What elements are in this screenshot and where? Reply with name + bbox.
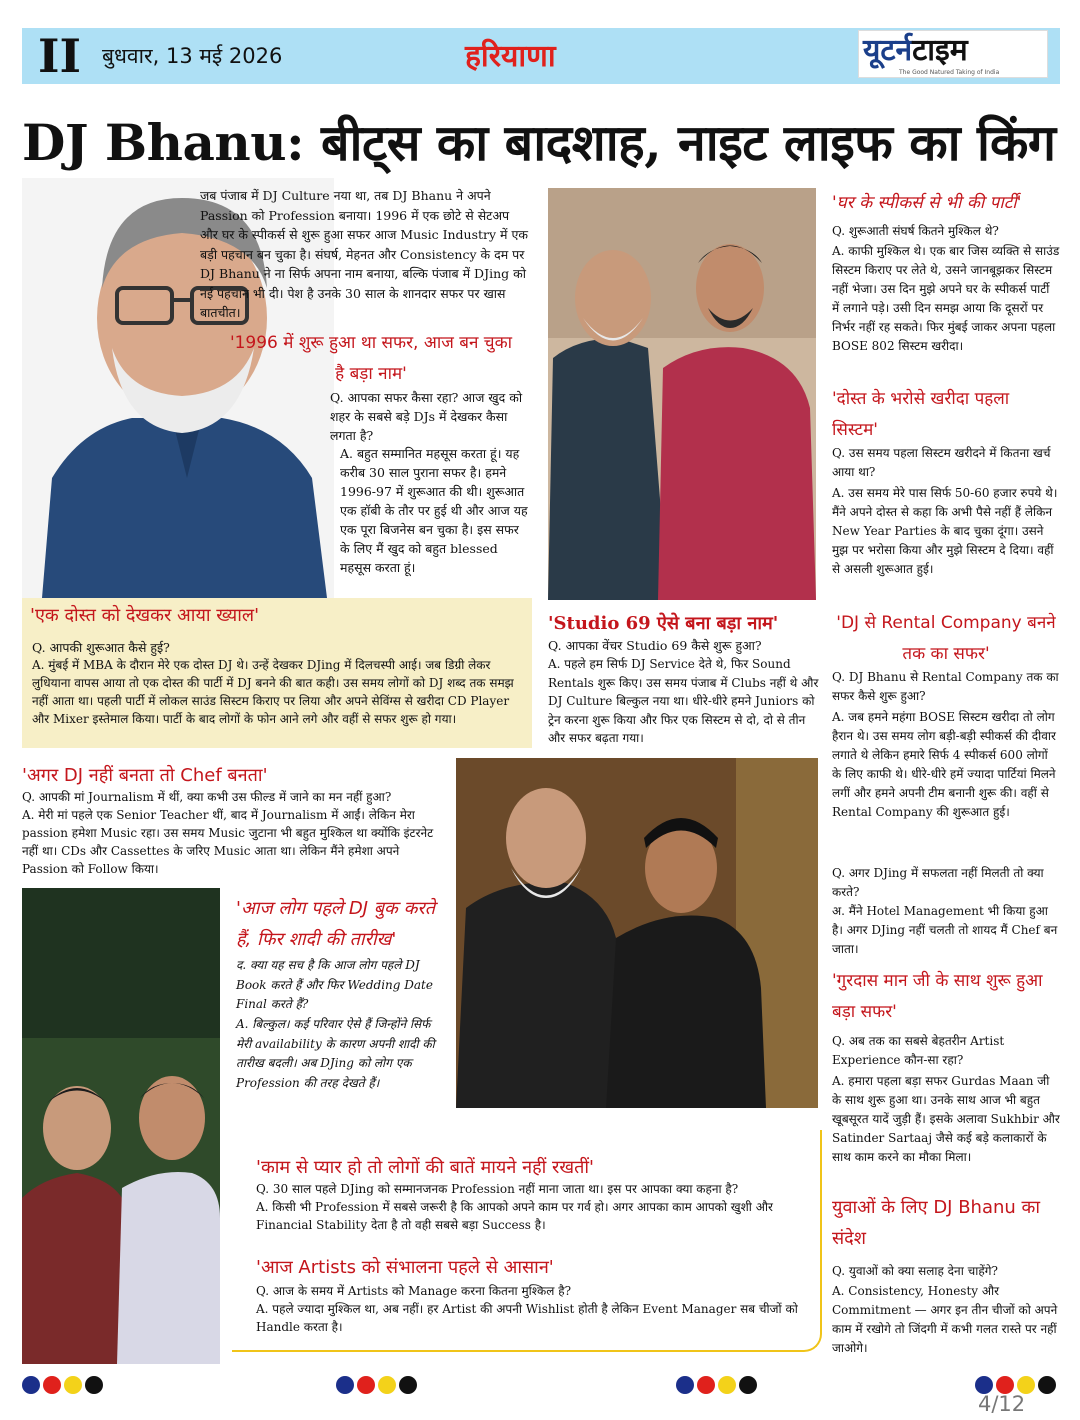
section-title-youth-message: युवाओं के लिए DJ Bhanu का संदेश <box>832 1197 1041 1249</box>
section-title-studio69: 'Studio 69 ऐसे बना बड़ा नाम' <box>548 613 779 634</box>
sec7-answer: A. पहले ज्यादा मुश्किल था, अब नहीं। हर Artist की अपनी Wishlist होती है लेकिन Event Manager सब चीजों को Handle करता है। <box>256 1302 798 1334</box>
photo-with-artist-1 <box>548 188 816 600</box>
sec2-answer: A. मुंबई में MBA के दौरान मेरे एक दोस्त DJ थे। उन्हें देखकर DJing में दिलचस्पी आई। जब डिग्री लेकर लुधियाना वापस आया तो एक दोस्त की पार्टी में DJ बनने की बात कही। उस समय लोगों को DJ शब्द तक समझ नहीं आता था। पहली पार्टी में लोकल साउंड सिस्टम किराए पर लिया और अपने सेविंग्स से खरीदा CD Player और Mixer इस्तेमाल किया। पार्टी के बाद लोगों के फोन आने लगे और वहीं से सफर शुरू हो गया। <box>32 658 514 726</box>
sec3-answer: A. पहले हम सिर्फ DJ Service देते थे, फिर Sound Rentals शुरू किए। उस समय पंजाब में Clubs नहीं थे और DJ Culture बिल्कुल नया था। धीरे-धीरे हमने Juniors को ट्रेन करना शुरू किया और फिर एक सिस्टम से दो, दो से तीन और सफर बढ़ता गया। <box>548 657 819 745</box>
section-title-friend: 'एक दोस्त को देखकर आया ख्याल' <box>30 605 260 626</box>
dot-red <box>357 1376 375 1394</box>
section-title-rental: 'DJ से Rental Company बनने तक का सफर' <box>836 613 1056 664</box>
section-title-artists: 'आज Artists को संभालना पहले से आसान' <box>256 1257 554 1278</box>
sec3-question: Q. आपका वेंचर Studio 69 कैसे शुरू हुआ? <box>548 638 762 653</box>
sec5-question: द. क्या यह सच है कि आज लोग पहले DJ Book करते हैं और फिर Wedding Date Final करते हैं? <box>236 958 433 1011</box>
headline: DJ Bhanu: बीट्स का बादशाह, नाइट लाइफ का किंग <box>22 113 1056 172</box>
page-indicator: 4/12 <box>978 1392 1026 1416</box>
sec4-answer: A. मेरी मां पहले एक Senior Teacher थीं, बाद में Journalism में आईं। लेकिन मेरा passion हमेशा Music रहा। उस समय Music जुटाना भी बहुत मुश्किल था क्योंकि इंटरनेट नहीं था। CDs और Cassettes के जरिए Music आता था। लेकिन मैंने हमेशा अपने Passion को Follow किया। <box>22 808 434 876</box>
sec5-answer: A. बिल्कुल। कई परिवार ऐसे हैं जिन्होंने सिर्फ मेरी availability के कारण अपनी शादी की तारीख बदली। अब DJing को लोग एक Profession की तरह देखते हैं। <box>236 1017 435 1090</box>
issue-date: बुधवार, 13 मई 2026 <box>102 44 283 68</box>
dot-yellow <box>378 1376 396 1394</box>
section-title-first-system: 'दोस्त के भरोसे खरीदा पहला सिस्टम' <box>832 389 1010 440</box>
photo3-illustration <box>22 888 220 1364</box>
photo-with-artist-3 <box>456 758 818 1108</box>
sec9-answer: A. उस समय मेरे पास सिर्फ 50-60 हजार रुपये थे। मैंने अपने दोस्त से कहा कि अभी पैसे नहीं हैं लेकिन New Year Parties के बाद चुका दूंगा। उसने मुझ पर भरोसा किया और मुझे सिस्टम दे दिया। वहीं से असली शुरूआत हुई। <box>832 486 1058 576</box>
sec2-question: Q. आपकी शुरूआत कैसे हुई? <box>32 640 170 655</box>
intro-paragraph: जब पंजाब में DJ Culture नया था, तब DJ Bhanu ने अपने Passion को Profession बनाया। 1996 में एक छोटे से सेटअप और घर के स्पीकर्स से शुरू हुआ सफर आज Music Industry में एक बड़ी पहचान बन चुका है। संघर्ष, मेहनत और Consistency के दम पर DJ Bhanu ने ना सिर्फ अपना नाम बनाया, बल्कि पंजाब में DJing को नई पहचान भी दी। पेश है उनके 30 साल के शानदार सफर पर खास बातचीत। <box>200 188 529 320</box>
dot-black <box>739 1376 757 1394</box>
logo-text-bold: टाइम <box>912 33 968 68</box>
dot-yellow <box>64 1376 82 1394</box>
newspaper-logo <box>858 30 1048 78</box>
dot-blue <box>676 1376 694 1394</box>
sec11-question: Q. अब तक का सबसे बेहतरीन Artist Experience कौन-सा रहा? <box>832 1034 1005 1067</box>
sec9-question: Q. उस समय पहला सिस्टम खरीदने में कितना खर्च आया था? <box>832 446 1051 479</box>
sec10-answer-2: अ. मैंने Hotel Management भी किया हुआ है। अगर DJing नहीं चलती तो शायद मैं Chef बन जाता। <box>832 904 1058 956</box>
footer-dots-2 <box>336 1376 420 1398</box>
sec1-question: Q. आपका सफर कैसा रहा? आज खुद को शहर के सबसे बड़े DJs में देखकर कैसा लगता है? <box>330 390 523 443</box>
dot-blue <box>22 1376 40 1394</box>
section-title-gurdas: 'गुरदास मान जी के साथ शुरू हुआ बड़ा सफर' <box>832 971 1043 1022</box>
sec6-question: Q. 30 साल पहले DJing को सम्मानजनक Profession नहीं माना जाता था। इस पर आपका क्या कहना है? <box>256 1182 739 1196</box>
dot-black <box>1038 1376 1056 1394</box>
dot-red <box>43 1376 61 1394</box>
sec10-answer: A. जब हमने महंगा BOSE सिस्टम खरीदा तो लोग हैरान थे। उस समय लोग बड़ी-बड़ी स्पीकर्स की दीवार लगाते थे लेकिन हमारे सिर्फ 4 स्पीकर्स 600 लोगों के लिए काफी थे। धीरे-धीरे हमें ज्यादा पार्टियां मिलने लगीं और हमने अपनी टीम बनानी शुरू की। वहीं से Rental Company की शुरूआत हुई। <box>832 710 1056 819</box>
section-title-work-love: 'काम से प्यार हो तो लोगों की बातें मायने नहीं रखतीं' <box>256 1157 594 1178</box>
sec8-answer: A. काफी मुश्किल थे। एक बार जिस व्यक्ति से साउंड सिस्टम किराए पर लेते थे, उसने जानबूझकर सिस्टम नहीं भेजा। उस दिन मुझे अपने घर के स्पीकर्स पार्टी में लगाने पड़े। उसी दिन समझ आया कि दूसरों पर निर्भर नहीं रह सकते। फिर मुंबई जाकर अपना पहला BOSE 802 सिस्टम खरीदा। <box>832 244 1060 353</box>
dot-blue <box>336 1376 354 1394</box>
section-name: हरियाणा <box>465 39 556 74</box>
dot-black <box>399 1376 417 1394</box>
dot-black <box>85 1376 103 1394</box>
section-title-home-speakers: 'घर के स्पीकर्स से भी की पार्टी' <box>832 193 1022 213</box>
section-title-dj-booking: 'आज लोग पहले DJ बुक करते हैं, फिर शादी की तारीख' <box>236 898 436 950</box>
sec12-question: Q. युवाओं को क्या सलाह देना चाहेंगे? <box>832 1264 998 1278</box>
sec12-answer: A. Consistency, Honesty और Commitment — अगर इन तीन चीजों को अपने काम में रखोगे तो जिंदगी में कभी गलत रास्ते पर नहीं जाओगे। <box>832 1284 1058 1355</box>
sec4-question: Q. आपकी मां Journalism में थीं, क्या कभी उस फील्ड में जाने का मन नहीं हुआ? <box>22 790 392 804</box>
photo-with-artist-2 <box>22 888 220 1364</box>
page-number: II <box>38 29 82 83</box>
photo2-illustration <box>548 188 816 600</box>
footer-dots-1 <box>22 1376 106 1398</box>
sec6-answer: A. किसी भी Profession में सबसे जरूरी है कि आपको अपने काम पर गर्व हो। अगर आपका काम आपको खुशी और Financial Stability देता है तो वही सबसे बड़ा Success है। <box>256 1200 773 1232</box>
section-title-chef: 'अगर DJ नहीं बनता तो Chef बनता' <box>22 765 268 786</box>
sec1-answer: A. बहुत सम्मानित महसूस करता हूं। यह करीब 30 साल पुराना सफर है। हमने 1996-97 में शुरूआत की थी। शुरूआत एक हॉबी के तौर पर हुई थी और आज यह एक पूरा बिजनेस बन चुका है। इस सफर के लिए मैं खुद को बहुत blessed महसूस करता हूं। <box>340 446 528 575</box>
logo-tagline: The Good Natured Taking of India <box>899 69 1000 76</box>
sec10-question: Q. DJ Bhanu से Rental Company तक का सफर कैसे शुरू हुआ? <box>832 670 1059 703</box>
photo4-illustration <box>456 758 818 1108</box>
dot-red <box>697 1376 715 1394</box>
dot-yellow <box>718 1376 736 1394</box>
sec10-question-2: Q. अगर DJing में सफलता नहीं मिलती तो क्या करते? <box>832 866 1044 899</box>
sec7-question: Q. आज के समय में Artists को Manage करना कितना मुश्किल है? <box>256 1284 572 1298</box>
section-title-1996: '1996 में शुरू हुआ था सफर, आज बन चुका है बड़ा नाम' <box>229 333 513 384</box>
logo-text: यूटर्न <box>863 33 913 68</box>
footer-dots-3 <box>676 1376 760 1398</box>
sec8-question: Q. शुरूआती संघर्ष कितने मुश्किल थे? <box>832 224 999 238</box>
sec11-answer: A. हमारा पहला बड़ा सफर Gurdas Maan जी के साथ शुरू हुआ था। उनके साथ आज भी बहुत खूबसूरत यादें जुड़ी हैं। इसके अलावा Sukhbir और Satinder Sartaaj जैसे कई बड़े कलाकारों के साथ काम करने का मौका मिला। <box>832 1074 1060 1164</box>
